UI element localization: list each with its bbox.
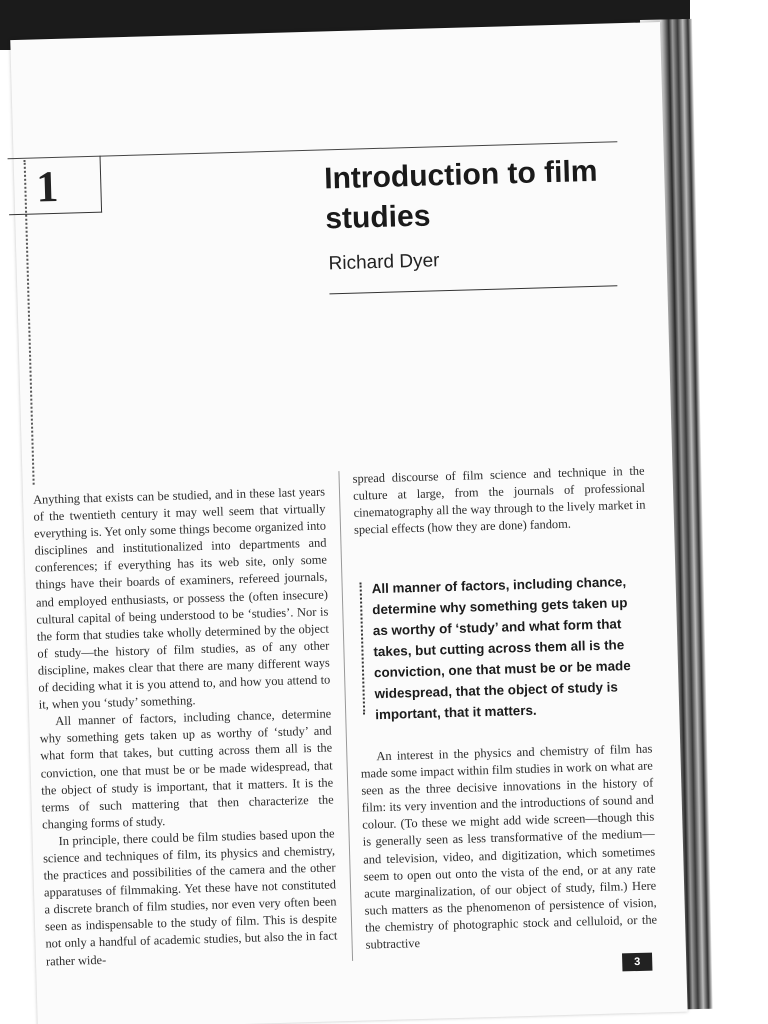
chapter-author: Richard Dyer [328,250,440,275]
paragraph: In principle, there could be film studies based upon the science and techniques of film, its physics and chemistry, the practices and possibilities of the camera and the other apparatuses of filmmaking. Yet these have not constituted a discrete branch of film studies, nor even very often been seen as indispensable to the study of film. This is despite not only a handful of academic studies, but also the in fact rather wide- [42,826,338,969]
paragraph: An interest in the physics and chemistry of film has made some impact within film studies in work on what are seen as the three decisive innovations in the history of film: its very invention and the introductions of sound and colour. (To these we might add wide screen—though this is generally seen as less transformative of the medium—and television, video, and digitization, which sometimes seem to open out onto the vista of the end, or at any rate acute marginalization, of our object of study, film.) Here such matters as the phenomenon of persistence of vision, the chemistry of photographic stock and celluloid, or the subtractive [360,741,658,952]
left-column [33,484,338,971]
title-underline-rule [329,285,617,294]
right-column-bottom [360,741,658,954]
chapter-title: Introduction to film studies [323,154,598,236]
page-number: 3 [622,953,652,972]
book-page [10,22,687,1024]
chapter-number-box [8,156,103,216]
paragraph: All manner of factors, including chance, determine why something gets taken up as worthy of ‘study’ and what form that takes, but cutting across them all is the conviction, one that must be or be made widespread, that the object of study is important, that it matters. It is the terms of such mattering that then characterize the changing forms of study. [39,706,334,832]
pull-quote-dots [360,583,366,715]
pull-quote: All manner of factors, including chance, determine why something gets taken up as worthy of ‘study’ and what form that takes, but cutting across them all is the conviction, one that must be or be made widespread, that the object of study is important, that it matters. [371,574,631,723]
right-column-top [352,463,646,540]
column-divider [338,471,353,961]
chapter-number: 1 [35,161,60,212]
paragraph: spread discourse of film science and technique in the culture at large, from the journals of professional cinematography all the way through to the lively market in special effects (how they are done) fandom. [352,463,646,538]
paragraph: Anything that exists can be studied, and in these last years of the twentieth century it may well seem that virtually everything is. Yet only some things become organized into disciplines and institutionalized into departments and conferences; if everything has its web site, only some things have their boards of examiners, refereed journals, and employed enthusiasts, or possess the (often insecure) cultural capital of being understood to be ‘studies’. Nor is the form that studies take wholly determined by the object of study—the history of film studies, as of any other discipline, makes clear that there are many different ways of deciding what it is you attend to, and how you attend to it, when you ‘study’ something. [32,484,331,712]
